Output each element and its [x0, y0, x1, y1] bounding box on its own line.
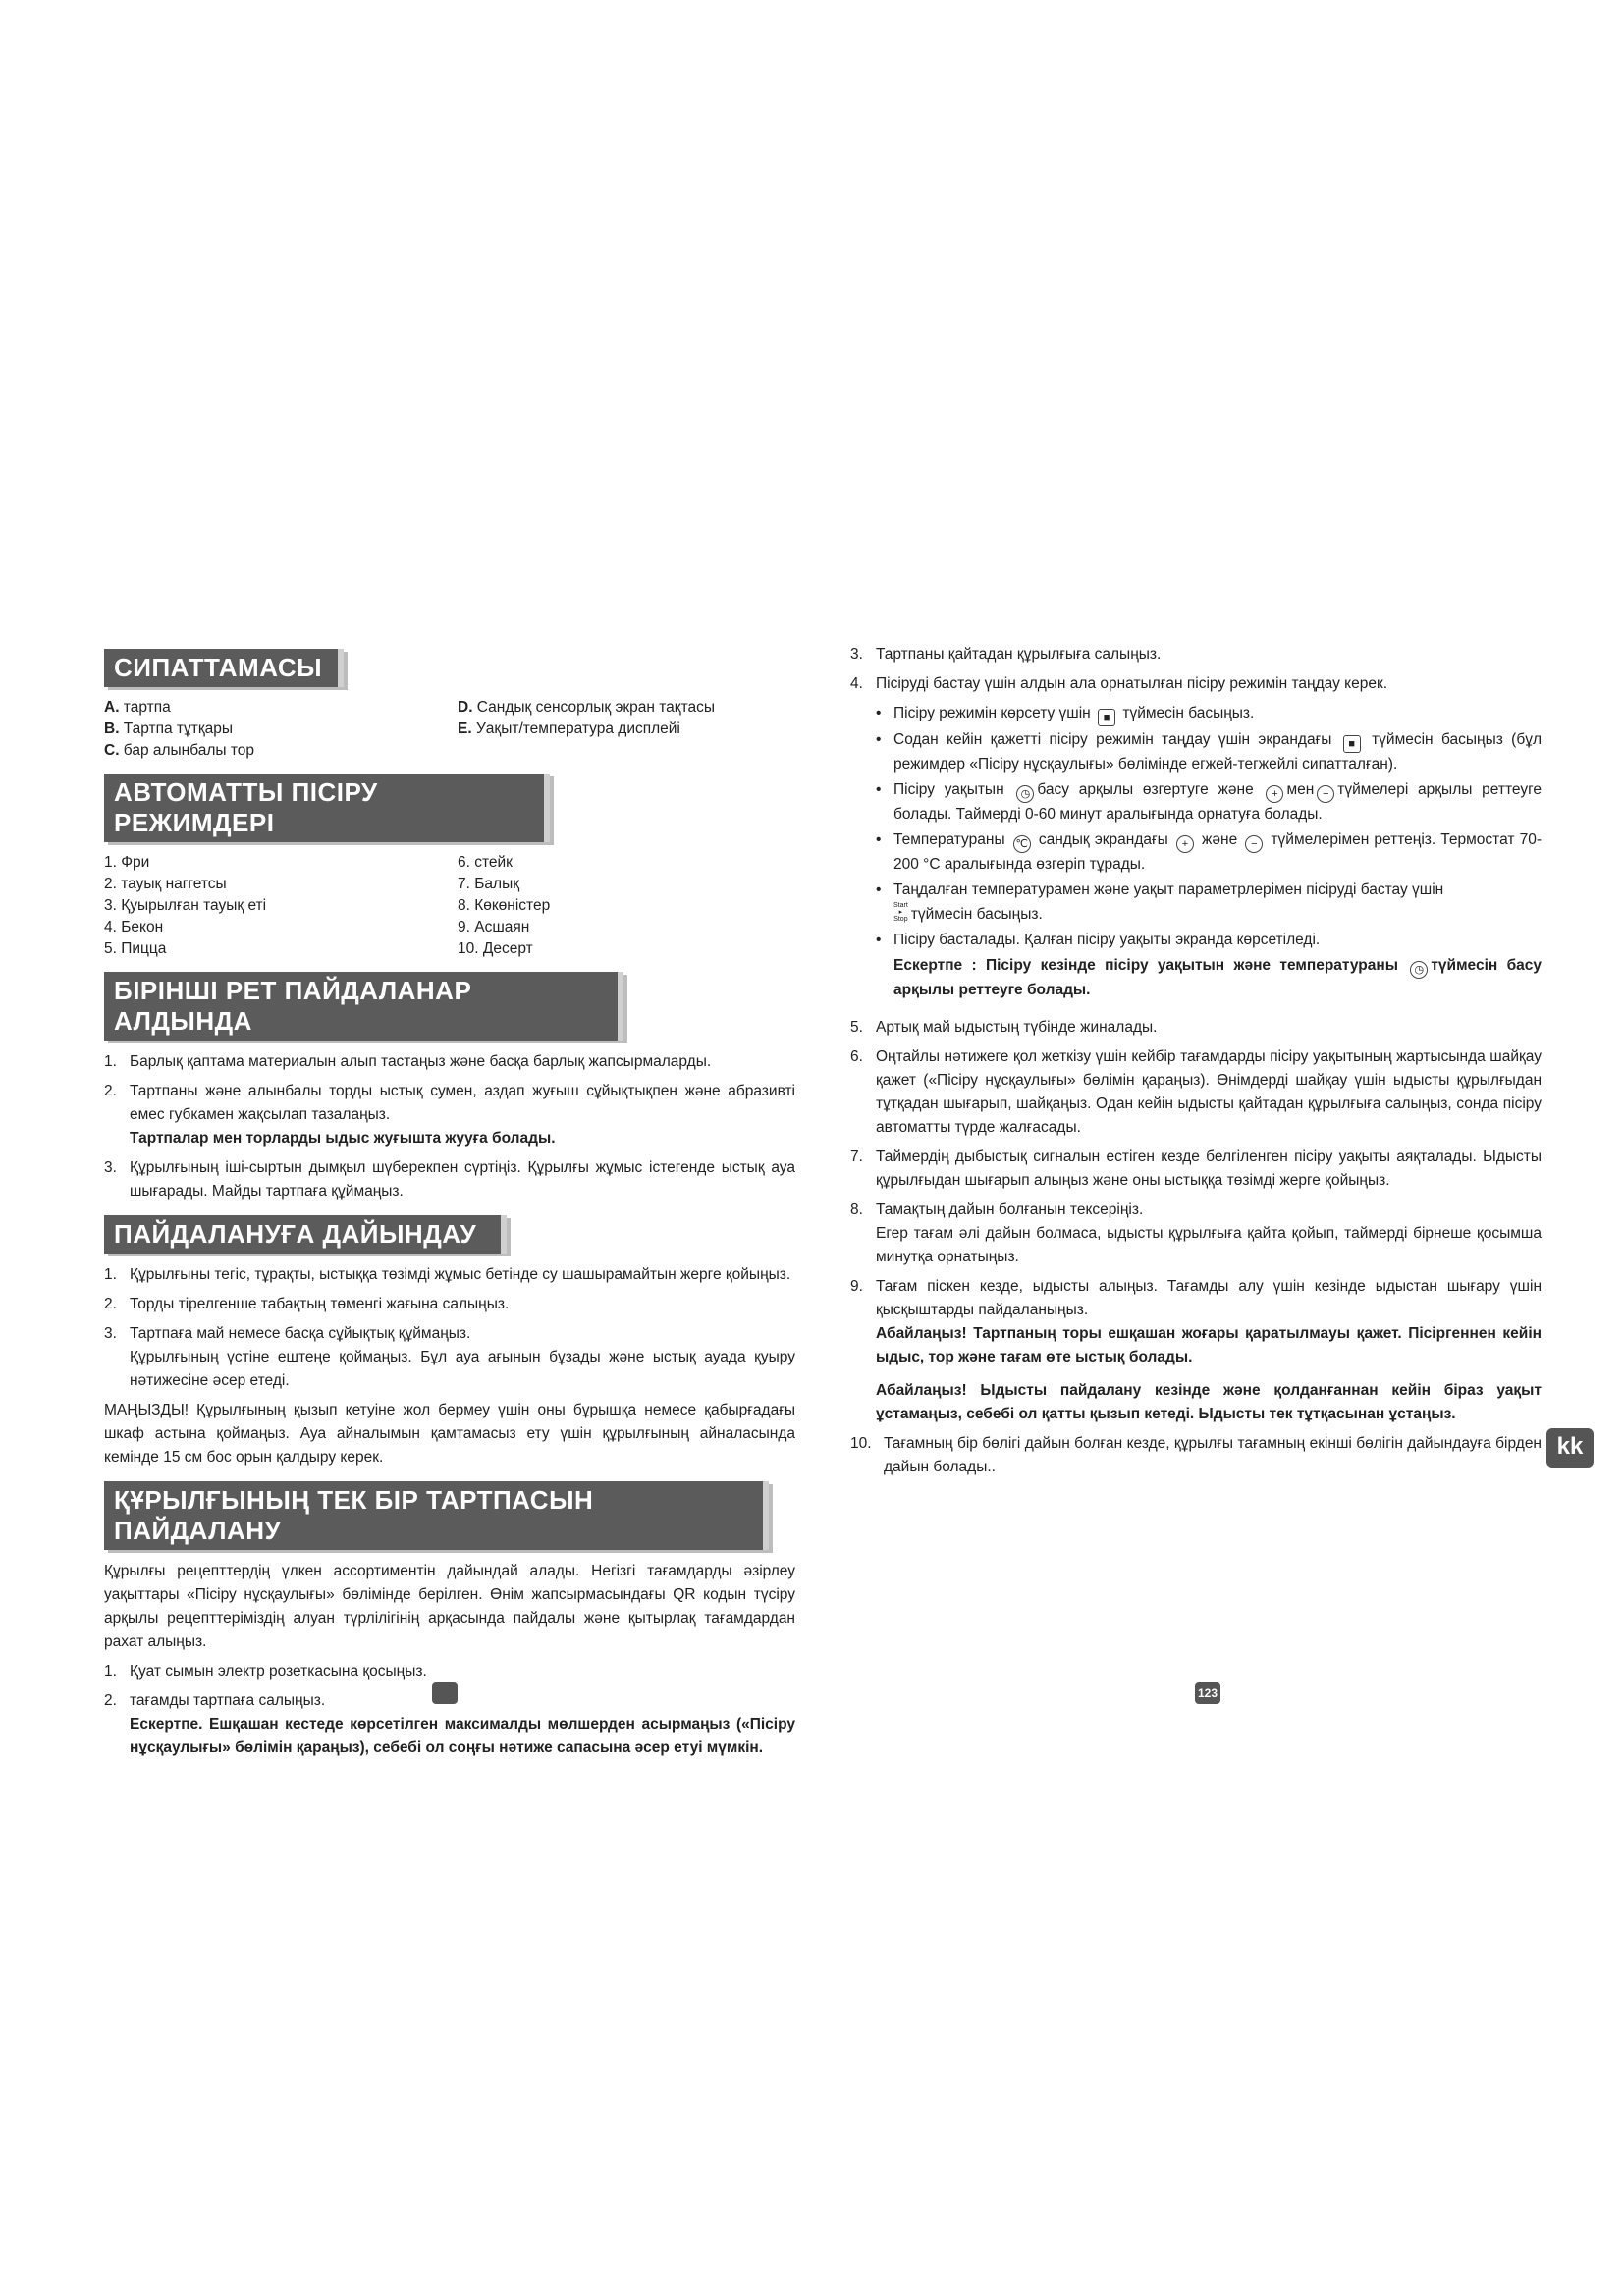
prep-step-1: 1. Құрылғыны тегіс, тұрақты, ыстыққа төзімді жұмыс бетінде су шашырамайтын жерге қойыңыз. [104, 1266, 791, 1283]
minus-icon: − [1245, 835, 1263, 853]
mode-item: 10. Десерт [458, 940, 533, 957]
step-4-bullet-1: • Пісіру режимін көрсету үшін ■ түймесін басыңыз. [876, 702, 1542, 726]
mode-item: 4. Бекон [104, 919, 164, 935]
mode-item: 8. Көкөністер [458, 897, 551, 914]
step-4-bullet-2: • Содан кейін қажетті пісіру режимін таңдау үшін экрандағы ■ түймесін басыңыз (бұл режимдер «Пісіру нұсқаулығы» бөлімінде егжей-тегжейлі сипатталған). [876, 731, 1542, 773]
mode-item: 9. Асшаян [458, 919, 530, 935]
first-use-step-1: 1. Барлық қаптама материалын алып тастаңыз және басқа барлық жапсырмаларды. [104, 1053, 712, 1070]
section-heading-preparation: ПАЙДАЛАНУҒА ДАЙЫНДАУ [104, 1215, 507, 1254]
cooking-adjust-note: Ескертпе : Пісіру кезінде пісіру уақытын және температураны ◷ түймесін басу арқылы реттеуге болады. [893, 957, 1542, 998]
prep-step-3: 3. Тартпаға май немесе басқа сұйықтық құймаңыз. Құрылғының үстіне ештеңе қоймаңыз. Бұл ауа ағынын бұзады және ыстық ауада қуыру нәтижесіне әсер етеді. [104, 1325, 795, 1389]
part-a: A. тартпа [104, 699, 171, 716]
mode-item: 6. стейк [458, 854, 513, 871]
step-4-bullet-5: • Таңдалған температурамен және уақыт параметрлерімен пісіруді бастау үшін Start ▸ Stop түймесін басыңыз. [876, 881, 1444, 923]
step-4-bullet-6: • Пісіру басталады. Қалған пісіру уақыты экранда көрсетіледі. [876, 932, 1321, 948]
parts-list [104, 697, 795, 762]
step-4-bullet-3: • Пісіру уақытын ◷ басу арқылы өзгертуге және + мен − түймелері арқылы реттеуге болады. Таймерді 0-60 минут аралығында орнатуға болады. [876, 781, 1542, 823]
left-page-marker [432, 1682, 458, 1704]
mode-icon: ■ [1343, 735, 1361, 753]
step-4: 4. Пісіруді бастау үшін алдын ала орнатылған пісіру режимін таңдау керек. [850, 675, 1388, 692]
mode-icon: ■ [1098, 709, 1115, 726]
step-8: 8. Тамақтың дайын болғанын тексеріңіз. Егер тағам әлі дайын болмаса, ыдысты құрылғыға қайта қойып, таймерді бірнеше қосымша минутқа орнатыңыз. [850, 1201, 1542, 1265]
section-heading-first-use: БІРІНШІ РЕТ ПАЙДАЛАНАР АЛДЫНДА [104, 972, 623, 1041]
clock-icon: ◷ [1410, 961, 1428, 979]
prep-step-2: 2. Торды тірелгенше табақтың төменгі жағына салыңыз. [104, 1296, 510, 1312]
single-step-1: 1. Қуат сымын электр розеткасына қосыңыз. [104, 1663, 427, 1680]
part-c: C. бар алынбалы тор [104, 742, 255, 759]
step-3: 3. Тартпаны қайтадан құрылғыға салыңыз. [850, 646, 1162, 663]
section-heading-auto-modes: АВТОМАТТЫ ПІСІРУ РЕЖИМДЕРІ [104, 774, 550, 842]
left-column [104, 643, 795, 1766]
minus-icon: − [1317, 785, 1334, 803]
single-drawer-intro: Құрылғы рецепттердің үлкен ассортиментін дайындай алады. Негізгі тағамдарды әзірлеу уақыттары «Пісіру нұсқаулығы» бөлімінде берілген. Өнім жапсырмасындағы QR кодын түсіру арқылы рецепттеріміздің алуан түрлілігінің арқасында пайдалы және қытырлақ тағамдардан рахат алыңыз. [104, 1563, 795, 1650]
first-use-step-3: 3. Құрылғының іші-сыртын дымқыл шүберекпен сүртіңіз. Құрылғы жұмыс істегенде ыстық ауа шығарады. Майды тартпаға құймаңыз. [104, 1159, 795, 1200]
part-b: B. Тартпа тұтқары [104, 721, 234, 737]
part-e: E. Уақыт/температура дисплейі [458, 721, 680, 737]
section-heading-single-drawer: ҚҰРЫЛҒЫНЫҢ ТЕК БІР ТАРТПАСЫН ПАЙДАЛАНУ [104, 1481, 769, 1550]
thermometer-icon: ℃ [1013, 835, 1031, 853]
plus-icon: + [1176, 835, 1194, 853]
mode-item: 7. Балық [458, 876, 519, 892]
step-9: 9. Тағам піскен кезде, ыдысты алыңыз. Тағамды алу үшін кезінде ыдыстан шығару үшін қысқыштарды пайдаланыңыз. Абайлаңыз! Тартпаның торы ешқашан жоғары қаратылмауы қажет. Пісіргеннен кейін ыдыс, тор және тағам өте ыстық болады. Абайлаңыз! Ыдысты пайдалану кезінде және қолданғаннан кейін біраз уақыт ұстамаңыз, себебі ол қатты қызып кетеді. Ыдысты тек тұтқасынан ұстаңыз. [850, 1278, 1542, 1422]
step-6: 6. Оңтайлы нәтижеге қол жеткізу үшін кейбір тағамдарды пісіру уақытының жартысында шайқау қажет («Пісіру нұсқаулығы» бөлімін қараңыз). Өнімдерді шайқау үшін ыдысты құрылғыдан тұтқадан шығарып, шайқаңыз. Одан кейін ыдысты қайтадан құрылғыға салыңыз, сонда пісіру автоматты түрде жалғасады. [850, 1048, 1542, 1136]
important-note: МАҢЫЗДЫ! Құрылғының қызып кетуіне жол бермеу үшін оны бұрышқа немесе қабырғадағы шкаф астына қоймаңыз. Ауа айналымын қамтамасыз ету үшін құрылғының айналасында кемінде 15 см бос орын қалдыру керек. [104, 1402, 795, 1466]
mode-item: 3. Қуырылған тауық еті [104, 897, 267, 914]
clock-icon: ◷ [1016, 785, 1034, 803]
single-step-2: 2. тағамды тартпаға салыңыз. Ескертпе. Ешқашан кестеде көрсетілген максималды мөлшерден асырмаңыз («Пісіру нұсқаулығы» бөлімін қараңыз), себебі ол соңғы нәтиже сапасына әсер етуі мүмкін. [104, 1692, 795, 1756]
first-use-step-2: 2. Тартпаны және алынбалы торды ыстық сумен, аздап жуғыш сұйықтықпен және абразивті емес губкамен жақсылап тазалаңыз. Тартпалар мен торларды ыдыс жуғышта жууға болады. [104, 1083, 795, 1147]
right-column [850, 643, 1542, 1485]
modes-list [104, 852, 795, 960]
mode-item: 1. Фри [104, 854, 150, 871]
step-7: 7. Таймердің дыбыстық сигналын естіген кезде белгіленген пісіру уақыты аяқталады. Ыдысты құрылғыдан шығарып алыңыз және оны ыстыққа төзімді жерге қойыңыз. [850, 1148, 1542, 1189]
step-5: 5. Артық май ыдыстың түбінде жиналады. [850, 1019, 1158, 1036]
mode-item: 5. Пицца [104, 940, 167, 957]
page-number: 123 [1195, 1682, 1220, 1704]
plus-icon: + [1266, 785, 1283, 803]
section-heading-description: СИПАТТАМАСЫ [104, 649, 344, 687]
start-stop-icon: Start ▸ Stop [893, 902, 908, 923]
language-tab: kk [1546, 1428, 1594, 1468]
step-10: 10. Тағамның бір бөлігі дайын болған кезде, құрылғы тағамның екінші бөлігін дайындауға бірден дайын болады.. [850, 1435, 1542, 1475]
mode-item: 2. тауық наггетсы [104, 876, 227, 892]
part-d: D. Сандық сенсорлық экран тақтасы [458, 699, 716, 716]
step-4-bullet-4: • Температураны ℃ сандық экрандағы + және − түймелерімен реттеңіз. Термостат 70-200 °C аралығында өзгеріп тұрады. [876, 831, 1542, 873]
